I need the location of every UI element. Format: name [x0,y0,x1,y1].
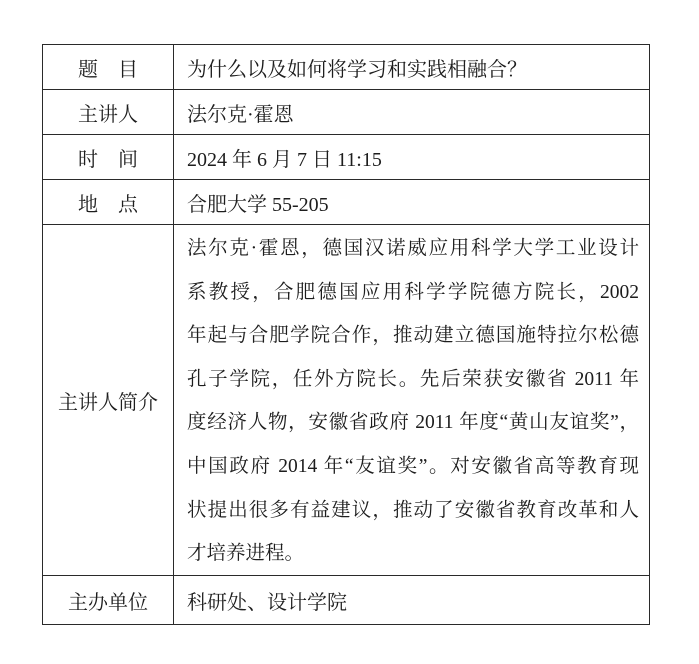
row-value-speaker: 法尔克·霍恩 [187,103,294,126]
bio-line: 法尔克·霍恩，德国汉诺威应用科学大学工业设计 [187,238,639,259]
lecture-info-table [42,44,650,625]
row-value-speaker-bio [174,225,649,575]
bio-line: 系教授，合肥德国应用科学学院德方院长，2002 [187,281,639,303]
row-value-time: 2024 年 6 月 7 日 11:15 [187,148,382,171]
table-row-time [43,135,649,180]
row-label-speaker: 主讲人 [43,90,174,134]
table-row-title [43,45,649,90]
row-value-organizer: 科研处、设计学院 [187,591,347,614]
bio-line: 才培养进程。 [187,543,305,565]
bio-line: 中国政府 2014 年“友谊奖”。对安徽省高等教育现 [187,455,639,477]
table-row-location [43,180,649,225]
row-label-organizer: 主办单位 [43,576,174,624]
row-label-location: 地 点 [43,180,174,224]
row-value-location: 合肥大学 55-205 [187,193,329,216]
bio-line: 度经济人物，安徽省政府 2011 年度“黄山友谊奖”， [187,412,639,434]
bio-line: 状提出很多有益建议，推动了安徽省教育改革和人 [187,499,639,521]
table-row-organizer [43,576,649,624]
table-row-speaker [43,90,649,135]
table-row-speaker-bio [43,225,649,576]
row-value-title: 为什么以及如何将学习和实践相融合？ [187,58,527,81]
row-label-time: 时 间 [43,135,174,179]
bio-line: 孔子学院，任外方院长。先后荣获安徽省 2011 年 [187,368,639,390]
bio-line: 年起与合肥学院合作，推动建立德国施特拉尔松德 [187,325,639,347]
row-label-speaker-bio: 主讲人简介 [43,225,174,575]
row-label-title: 题 目 [43,45,174,89]
